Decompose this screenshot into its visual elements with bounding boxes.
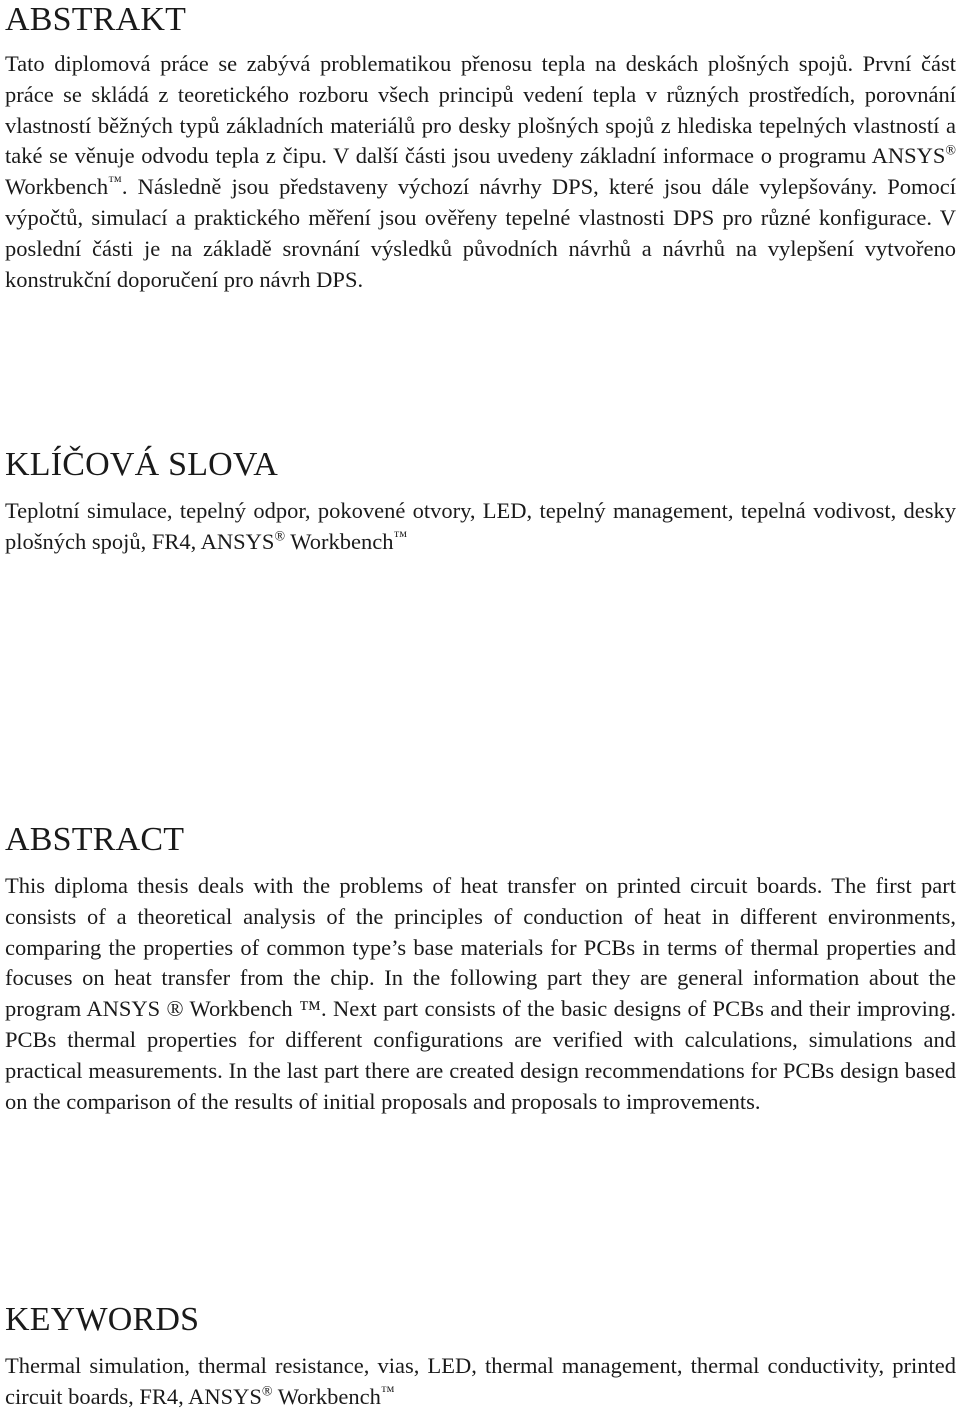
keywords-text-part-1: Thermal simulation, thermal resistance, vias, LED, thermal management, thermal conductivity, printed circuit boards, FR4, ANSYS bbox=[5, 1353, 956, 1409]
abstract-section bbox=[5, 820, 956, 1117]
abstrakt-text-part-1: Tato diplomová práce se zabývá problematikou přenosu tepla na deskách plošných spojů. První část práce se skládá z teoretického rozboru všech principů vedení tepla v různých prostředích, porovnání vlastností běžných typů základních materiálů pro desky plošných spojů z hlediska tepelných vlastností a také se věnuje odvodu tepla z čipu. V další části jsou uvedeny základní informace o programu ANSYS bbox=[5, 51, 956, 169]
klicova-slova-section bbox=[5, 445, 956, 558]
abstrakt-heading: ABSTRAKT bbox=[5, 1, 187, 38]
abstract-heading: ABSTRACT bbox=[5, 821, 185, 858]
registered-mark: ® bbox=[274, 529, 286, 545]
keywords-section bbox=[5, 1300, 956, 1413]
abstract-paragraph: This diploma thesis deals with the problems of heat transfer on printed circuit boards. The first part consists of a theoretical analysis of the principles of conduction of heat in different environments, comparing the properties of common type’s base materials for PCBs in terms of thermal properties and focuses on heat transfer from the chip. In the following part they are general information about the program ANSYS ® Workbench ™. Next part consists of the basic designs of PCBs and their improving. PCBs thermal properties for different configurations are verified with calculations, simulations and practical measurements. In the last part there are created design recommendations for PCBs design based on the comparison of the results of initial proposals and proposals to improvements. bbox=[5, 873, 956, 1114]
klicova-slova-paragraph bbox=[5, 496, 956, 558]
abstrakt-paragraph bbox=[5, 49, 956, 295]
keywords-text-part-2: Workbench bbox=[272, 1383, 381, 1409]
klicova-slova-heading: KLÍČOVÁ SLOVA bbox=[5, 446, 279, 483]
keywords-heading: KEYWORDS bbox=[5, 1301, 200, 1338]
trademark-mark: ™ bbox=[108, 174, 122, 190]
abstrakt-text-part-3: . Následně jsou představeny výchozí návrhy DPS, které jsou dále vylepšovány. Pomocí výpočtů, simulací a praktického měření jsou ověřeny tepelné vlastnosti DPS pro různé konfigurace. V poslední části je na základě srovnání výsledků původních návrhů a návrhů na vylepšení vytvořeno konstrukční doporučení pro návrh DPS. bbox=[5, 174, 956, 292]
registered-mark: ® bbox=[945, 143, 956, 159]
klicova-slova-text-part-2: Workbench bbox=[285, 528, 394, 554]
abstrakt-section bbox=[5, 0, 956, 295]
klicova-slova-text-part-1: Teplotní simulace, tepelný odpor, pokovené otvory, LED, tepelný management, tepelná vodivost, desky plošných spojů, FR4, ANSYS bbox=[5, 498, 956, 554]
trademark-mark: ™ bbox=[380, 1384, 395, 1400]
trademark-mark: ™ bbox=[393, 529, 408, 545]
keywords-paragraph bbox=[5, 1351, 956, 1413]
registered-mark: ® bbox=[261, 1384, 273, 1400]
abstrakt-text-part-2: Workbench bbox=[5, 174, 109, 200]
